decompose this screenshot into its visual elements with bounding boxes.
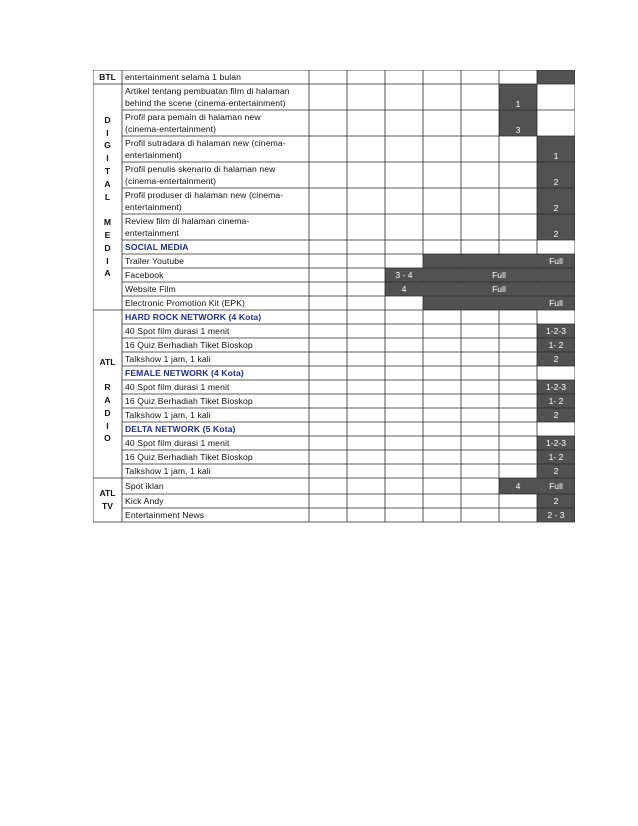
schedule-value: 4 [515, 481, 521, 491]
activity-label-line: Trailer Youtube [125, 255, 184, 266]
media-plan-table [93, 70, 575, 536]
schedule-value: 1- 2 [548, 396, 564, 406]
section-heading [125, 367, 244, 380]
activity-label [125, 111, 261, 136]
schedule-value: 2 [553, 202, 559, 213]
media-group-letter: M [103, 217, 112, 228]
activity-label-line: (cinema-entertainment) [125, 176, 217, 186]
media-group-label [93, 343, 122, 445]
activity-label [125, 465, 211, 478]
schedule-value: 3 - 4 [395, 270, 413, 280]
activity-label [125, 409, 211, 422]
activity-label [125, 480, 164, 493]
merged-span-fill [460, 255, 462, 268]
activity-label [125, 269, 164, 282]
activity-label-line: Spot iklan [125, 480, 164, 491]
activity-label-line: SOCIAL MEDIA [125, 241, 189, 252]
schedule-value: 2 [553, 228, 559, 239]
activity-label-line: Review film di halaman cinema- [125, 215, 250, 226]
activity-label-line: entertainment) [125, 150, 182, 160]
activity-label [125, 137, 286, 162]
activity-label-line: Kick Andy [125, 495, 164, 506]
schedule-value: Full [492, 270, 506, 280]
activity-label-line: 16 Quiz Berhadiah Tiket Bioskop [125, 395, 253, 406]
schedule-value: 2 - 3 [547, 510, 565, 520]
schedule-value: 3 [515, 124, 521, 135]
schedule-value: 1-2-3 [545, 382, 567, 392]
activity-label-line: 16 Quiz Berhadiah Tiket Bioskop [125, 451, 253, 462]
activity-label [125, 325, 229, 338]
activity-label-line: Entertainment News [125, 509, 205, 520]
activity-label-line: Profil penulis skenario di halaman new [125, 163, 276, 174]
activity-label-line: Electronic Promotion Kit (EPK) [125, 297, 246, 308]
media-group-letter [93, 368, 122, 381]
media-group-label [93, 71, 122, 84]
media-group-letter: D [104, 114, 111, 125]
activity-label [125, 189, 283, 214]
merged-span-fill [498, 297, 500, 310]
activity-label [125, 451, 253, 464]
activity-label [125, 255, 184, 268]
media-group-letter: O [104, 433, 111, 444]
media-group-letter: D [104, 407, 111, 418]
media-group-letter: D [104, 242, 111, 253]
activity-label-line: (cinema-entertainment) [125, 124, 217, 134]
media-group-letter [93, 203, 122, 216]
activity-label-line: entertainment selama 1 bulan [125, 71, 242, 82]
activity-label [125, 381, 229, 394]
activity-label-line: Talkshow 1 jam, 1 kali [125, 409, 211, 420]
activity-label-line: Artikel tentang pembuatan film di halaman [125, 85, 290, 96]
activity-label [125, 495, 164, 508]
activity-label [125, 71, 241, 84]
activity-label-line: 40 Spot film durasi 1 menit [125, 325, 230, 336]
activity-label-line: Profil produser di halaman new (cinema- [125, 189, 284, 200]
schedule-value: Full [549, 256, 563, 266]
activity-label-line: Talkshow 1 jam, 1 kali [125, 353, 211, 364]
media-group-letter: A [104, 178, 111, 189]
merged-span-fill [498, 255, 500, 268]
activity-label-line: Profil para pemain di halaman new [125, 111, 261, 122]
activity-label-line: HARD ROCK NETWORK (4 Kota) [125, 311, 262, 322]
schedule-value: 1-2-3 [545, 438, 567, 448]
media-group-letter: I [106, 420, 109, 431]
media-group-letter: I [106, 153, 109, 164]
section-heading [125, 423, 235, 436]
schedule-value: 2 [553, 466, 559, 476]
media-group-label [93, 114, 122, 280]
schedule-value: 2 [553, 354, 559, 364]
schedule-value: 1-2-3 [545, 326, 567, 336]
shaded-cell [537, 70, 575, 84]
activity-label-line: 40 Spot film durasi 1 menit [125, 437, 230, 448]
activity-label [125, 283, 176, 296]
schedule-value: 2 [553, 410, 559, 420]
media-group-letter: BTL [99, 72, 116, 82]
schedule-value: Full [549, 481, 563, 491]
activity-label [125, 509, 204, 522]
activity-label [125, 85, 290, 110]
activity-label-line: Facebook [125, 269, 164, 280]
activity-label-line: Website Film [125, 283, 176, 294]
activity-label-line: FEMALE NETWORK (4 Kota) [125, 367, 244, 378]
activity-label [125, 395, 253, 408]
media-group-letter: E [104, 229, 111, 240]
activity-label-line: entertainment [125, 228, 179, 238]
activity-label [125, 437, 229, 450]
schedule-value: Full [492, 284, 506, 294]
media-group-letter: R [104, 382, 111, 393]
schedule-value: 4 [401, 284, 407, 294]
section-heading [125, 241, 189, 254]
media-group-letter: ATL [99, 488, 116, 499]
media-group-letter: TV [102, 500, 113, 511]
activity-label [125, 215, 249, 240]
activity-label [125, 339, 253, 352]
media-group-letter: ATL [99, 356, 116, 367]
activity-label [125, 297, 245, 310]
schedule-value: 2 [553, 496, 559, 506]
media-group-letter: I [106, 127, 109, 138]
media-group-letter: L [104, 191, 111, 202]
activity-label-line: 16 Quiz Berhadiah Tiket Bioskop [125, 339, 253, 350]
media-group-label [93, 487, 122, 513]
section-heading [125, 311, 261, 324]
merged-span-fill [460, 297, 462, 310]
schedule-value: 1- 2 [548, 452, 564, 462]
media-group-letter: A [104, 394, 111, 405]
media-group-letter: I [106, 255, 109, 266]
media-group-letter [93, 343, 122, 356]
activity-label-line: 40 Spot film durasi 1 menit [125, 381, 230, 392]
media-group-letter: G [104, 140, 111, 151]
schedule-value: 1 [553, 150, 559, 161]
schedule-value: 1- 2 [548, 340, 564, 350]
schedule-value: 2 [553, 176, 559, 187]
activity-label-line: Talkshow 1 jam, 1 kali [125, 465, 211, 476]
activity-label-line: Profil sutradara di halaman new (cinema- [125, 137, 286, 148]
schedule-value: 1 [515, 98, 521, 109]
activity-label [125, 353, 211, 366]
media-group-letter: A [104, 268, 111, 279]
schedule-value: Full [549, 298, 563, 308]
activity-label-line: entertainment) [125, 202, 182, 212]
media-group-letter: T [104, 165, 111, 176]
activity-label-line: DELTA NETWORK (5 Kota) [125, 423, 236, 434]
activity-label-line: behind the scene (cinema-entertainment) [125, 98, 286, 108]
activity-label [125, 163, 275, 188]
